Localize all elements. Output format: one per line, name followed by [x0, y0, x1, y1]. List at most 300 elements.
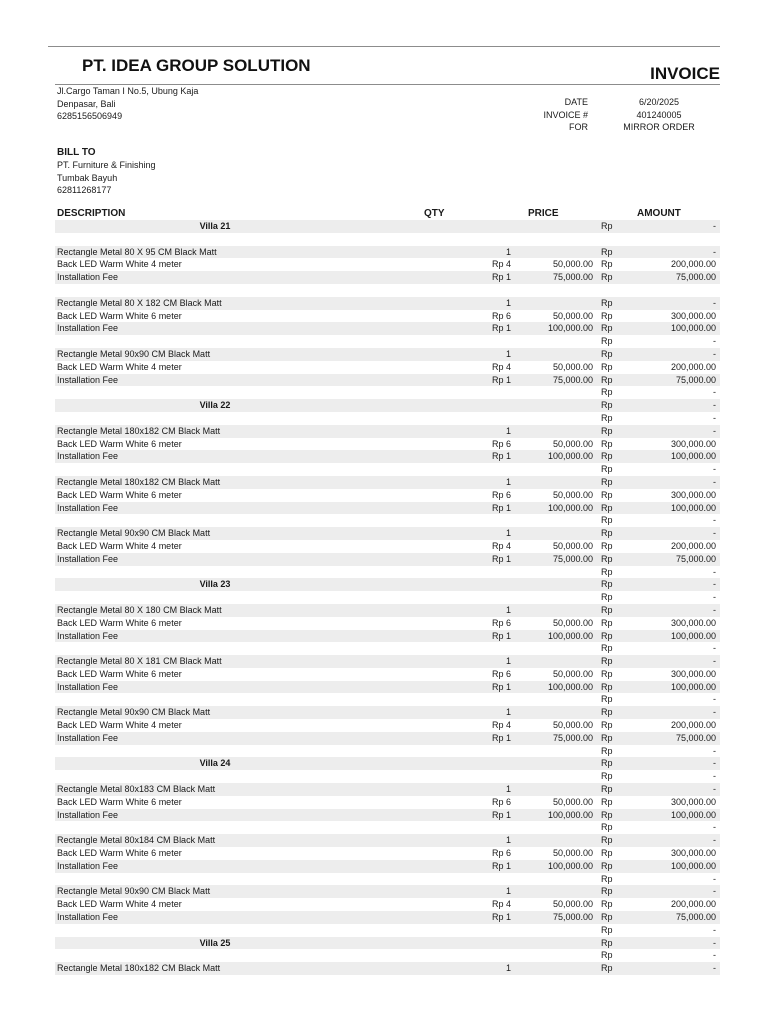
item-qty: 1 — [505, 809, 511, 820]
table-row — [55, 514, 720, 527]
item-amount: - — [713, 835, 716, 846]
bill-to — [57, 146, 156, 197]
item-qty: 4 — [505, 540, 511, 551]
item-description: Installation Fee — [57, 732, 119, 743]
table-row — [55, 425, 720, 438]
item-amount: 75,000.00 — [675, 272, 716, 283]
column-header-qty: QTY — [424, 208, 445, 219]
item-qty: 1 — [505, 707, 511, 718]
amount-currency: Rp — [601, 553, 613, 564]
item-price: 50,000.00 — [552, 796, 593, 807]
table-row — [55, 271, 720, 284]
item-amount: 300,000.00 — [670, 310, 716, 321]
table-row — [55, 911, 720, 924]
item-amount: - — [713, 387, 716, 398]
price-currency: Rp — [492, 848, 504, 859]
item-amount: - — [713, 924, 716, 935]
item-amount: 100,000.00 — [670, 681, 716, 692]
price-currency: Rp — [492, 438, 504, 449]
table-row — [55, 246, 720, 259]
item-description: Rectangle Metal 80x183 CM Black Matt — [57, 784, 216, 795]
item-description: Rectangle Metal 80 X 95 CM Black Matt — [57, 246, 217, 257]
item-qty: 4 — [505, 361, 511, 372]
table-row — [55, 860, 720, 873]
amount-currency: Rp — [601, 796, 613, 807]
table-row — [55, 655, 720, 668]
item-price: 100,000.00 — [547, 860, 593, 871]
price-currency: Rp — [492, 323, 504, 334]
item-description: Rectangle Metal 90x90 CM Black Matt — [57, 348, 211, 359]
amount-currency: Rp — [601, 937, 613, 948]
item-description: Back LED Warm White 6 meter — [57, 310, 182, 321]
item-description: Rectangle Metal 180x182 CM Black Matt — [57, 963, 221, 974]
amount-currency: Rp — [601, 592, 613, 603]
item-description: Installation Fee — [57, 681, 119, 692]
item-amount: - — [713, 784, 716, 795]
table-row — [55, 322, 720, 335]
invoice-number-value: 401240005 — [636, 109, 682, 120]
item-description: Rectangle Metal 90x90 CM Black Matt — [57, 528, 211, 539]
bill-to-phone: 62811268177 — [57, 185, 112, 195]
item-amount: 200,000.00 — [670, 540, 716, 551]
item-price: 50,000.00 — [552, 617, 593, 628]
price-currency: Rp — [492, 809, 504, 820]
amount-currency: Rp — [601, 451, 613, 462]
amount-currency: Rp — [601, 259, 613, 270]
villa-section-row — [55, 220, 720, 233]
item-description: Rectangle Metal 180x182 CM Black Matt — [57, 425, 221, 436]
amount-currency: Rp — [601, 336, 613, 347]
item-amount: 200,000.00 — [670, 259, 716, 270]
table-row — [55, 604, 720, 617]
amount-currency: Rp — [601, 476, 613, 487]
item-price: 75,000.00 — [552, 912, 593, 923]
table-row — [55, 348, 720, 361]
amount-currency: Rp — [601, 899, 613, 910]
table-row — [55, 540, 720, 553]
item-amount: 100,000.00 — [670, 809, 716, 820]
price-currency: Rp — [492, 630, 504, 641]
column-header-description: DESCRIPTION — [57, 208, 126, 219]
bill-to-line: Tumbak Bayuh — [57, 172, 118, 183]
item-amount: - — [713, 425, 716, 436]
table-row — [55, 770, 720, 783]
price-currency: Rp — [492, 681, 504, 692]
amount-currency: Rp — [601, 297, 613, 308]
amount-currency: Rp — [601, 950, 613, 961]
item-amount: - — [713, 771, 716, 782]
amount-currency: Rp — [601, 963, 613, 974]
item-description: Installation Fee — [57, 912, 119, 923]
amount-currency: Rp — [601, 720, 613, 731]
item-price: 50,000.00 — [552, 720, 593, 731]
item-description: Back LED Warm White 4 meter — [57, 361, 182, 372]
item-description: Back LED Warm White 4 meter — [57, 899, 182, 910]
item-description: Installation Fee — [57, 630, 119, 641]
item-amount: - — [713, 656, 716, 667]
price-currency: Rp — [492, 259, 504, 270]
item-amount: - — [713, 400, 716, 411]
item-amount: - — [713, 221, 716, 231]
item-price: 50,000.00 — [552, 438, 593, 449]
table-row — [55, 553, 720, 566]
amount-currency: Rp — [601, 630, 613, 641]
item-amount: - — [713, 246, 716, 257]
item-description: Installation Fee — [57, 374, 119, 385]
amount-currency: Rp — [601, 668, 613, 679]
table-row — [55, 668, 720, 681]
item-amount: - — [713, 336, 716, 347]
item-description: Installation Fee — [57, 860, 119, 871]
table-row — [55, 438, 720, 451]
bill-to-line: PT. Furniture & Finishing — [57, 160, 156, 170]
table-row — [55, 885, 720, 898]
item-amount: 300,000.00 — [670, 438, 716, 449]
table-row — [55, 386, 720, 399]
item-description: Rectangle Metal 80 X 180 CM Black Matt — [57, 604, 222, 615]
item-amount: - — [713, 348, 716, 359]
item-qty: 1 — [505, 553, 511, 564]
item-qty: 1 — [505, 528, 511, 539]
item-description: Installation Fee — [57, 553, 119, 564]
item-amount: - — [713, 592, 716, 603]
amount-currency: Rp — [601, 694, 613, 705]
invoice-number-label: INVOICE # — [543, 109, 588, 120]
for-value: MIRROR ORDER — [623, 122, 695, 132]
item-description: Back LED Warm White 6 meter — [57, 617, 182, 628]
item-description: Rectangle Metal 80x184 CM Black Matt — [57, 835, 216, 846]
price-currency: Rp — [492, 732, 504, 743]
villa-heading: Villa 25 — [199, 937, 231, 948]
amount-currency: Rp — [601, 771, 613, 782]
item-qty: 1 — [505, 272, 511, 283]
table-row — [55, 361, 720, 374]
item-amount: 300,000.00 — [670, 489, 716, 500]
amount-currency: Rp — [601, 502, 613, 513]
item-price: 100,000.00 — [547, 451, 593, 462]
item-amount: 300,000.00 — [670, 668, 716, 679]
table-row — [55, 310, 720, 323]
item-description: Rectangle Metal 90x90 CM Black Matt — [57, 886, 211, 897]
amount-currency: Rp — [601, 528, 613, 539]
item-description: Back LED Warm White 6 meter — [57, 668, 182, 679]
amount-currency: Rp — [601, 822, 613, 833]
item-qty: 1 — [505, 502, 511, 513]
amount-currency: Rp — [601, 515, 613, 526]
company-address — [57, 85, 198, 123]
item-price: 50,000.00 — [552, 310, 593, 321]
amount-currency: Rp — [601, 361, 613, 372]
villa-heading: Villa 22 — [199, 400, 231, 411]
amount-currency: Rp — [601, 374, 613, 385]
item-amount: - — [713, 412, 716, 423]
address-line: Denpasar, Bali — [57, 98, 116, 109]
amount-currency: Rp — [601, 912, 613, 923]
amount-currency: Rp — [601, 348, 613, 359]
item-description: Back LED Warm White 6 meter — [57, 848, 182, 859]
amount-currency: Rp — [601, 707, 613, 718]
table-row — [55, 732, 720, 745]
price-currency: Rp — [492, 502, 504, 513]
item-price: 75,000.00 — [552, 374, 593, 385]
line-items-table — [55, 220, 720, 975]
item-amount: - — [713, 643, 716, 654]
amount-currency: Rp — [601, 323, 613, 334]
item-amount: 300,000.00 — [670, 796, 716, 807]
address-phone: 6285156506949 — [57, 111, 123, 121]
item-qty: 1 — [505, 732, 511, 743]
price-currency: Rp — [492, 540, 504, 551]
date-label: DATE — [564, 97, 588, 107]
table-row — [55, 450, 720, 463]
price-currency: Rp — [492, 796, 504, 807]
item-qty: 1 — [505, 297, 511, 308]
item-description: Installation Fee — [57, 502, 119, 513]
item-qty: 4 — [505, 899, 511, 910]
item-price: 75,000.00 — [552, 553, 593, 564]
villa-section-row — [55, 937, 720, 950]
item-amount: - — [713, 528, 716, 539]
item-description: Rectangle Metal 80 X 182 CM Black Matt — [57, 297, 222, 308]
table-row — [55, 233, 720, 246]
item-qty: 6 — [505, 310, 511, 321]
table-row — [55, 681, 720, 694]
item-qty: 1 — [505, 963, 511, 974]
item-price: 100,000.00 — [547, 502, 593, 513]
table-row — [55, 693, 720, 706]
item-qty: 1 — [505, 604, 511, 615]
amount-currency: Rp — [601, 848, 613, 859]
item-price: 50,000.00 — [552, 668, 593, 679]
item-price: 50,000.00 — [552, 489, 593, 500]
table-row — [55, 591, 720, 604]
item-amount: 75,000.00 — [675, 732, 716, 743]
price-currency: Rp — [492, 899, 504, 910]
price-currency: Rp — [492, 361, 504, 372]
item-price: 100,000.00 — [547, 323, 593, 334]
table-row — [55, 630, 720, 643]
item-qty: 1 — [505, 451, 511, 462]
table-row — [55, 745, 720, 758]
table-row — [55, 566, 720, 579]
item-amount: - — [713, 476, 716, 487]
item-description: Installation Fee — [57, 809, 119, 820]
item-qty: 1 — [505, 860, 511, 871]
table-row — [55, 873, 720, 886]
item-price: 50,000.00 — [552, 899, 593, 910]
item-qty: 1 — [505, 476, 511, 487]
item-qty: 6 — [505, 489, 511, 500]
item-description: Rectangle Metal 80 X 181 CM Black Matt — [57, 656, 222, 667]
table-row — [55, 924, 720, 937]
item-amount: - — [713, 515, 716, 526]
item-price: 75,000.00 — [552, 732, 593, 743]
item-amount: 100,000.00 — [670, 323, 716, 334]
amount-currency: Rp — [601, 886, 613, 897]
item-description: Installation Fee — [57, 451, 119, 462]
amount-currency: Rp — [601, 643, 613, 654]
item-amount: - — [713, 963, 716, 974]
table-row — [55, 489, 720, 502]
amount-currency: Rp — [601, 860, 613, 871]
item-amount: 200,000.00 — [670, 899, 716, 910]
item-qty: 1 — [505, 681, 511, 692]
item-price: 50,000.00 — [552, 848, 593, 859]
item-description: Rectangle Metal 180x182 CM Black Matt — [57, 476, 221, 487]
item-qty: 1 — [505, 246, 511, 257]
price-currency: Rp — [492, 720, 504, 731]
table-row — [55, 898, 720, 911]
table-row — [55, 335, 720, 348]
price-currency: Rp — [492, 668, 504, 679]
item-qty: 1 — [505, 630, 511, 641]
item-amount: 100,000.00 — [670, 860, 716, 871]
table-row — [55, 617, 720, 630]
item-amount: 75,000.00 — [675, 912, 716, 923]
address-line: Jl.Cargo Taman I No.5, Ubung Kaja — [57, 86, 199, 96]
table-row — [55, 834, 720, 847]
item-amount: - — [713, 873, 716, 884]
item-amount: - — [713, 707, 716, 718]
item-qty: 1 — [505, 835, 511, 846]
item-qty: 6 — [505, 668, 511, 679]
item-amount: - — [713, 604, 716, 615]
amount-currency: Rp — [601, 617, 613, 628]
invoice-meta-values — [604, 96, 714, 134]
item-qty: 1 — [505, 784, 511, 795]
amount-currency: Rp — [601, 566, 613, 577]
table-row — [55, 847, 720, 860]
amount-currency: Rp — [601, 835, 613, 846]
item-description: Installation Fee — [57, 323, 119, 334]
table-row — [55, 949, 720, 962]
item-amount: 300,000.00 — [670, 848, 716, 859]
item-price: 100,000.00 — [547, 630, 593, 641]
item-price: 100,000.00 — [547, 681, 593, 692]
table-row — [55, 527, 720, 540]
date-value: 6/20/2025 — [638, 97, 680, 107]
item-amount: - — [713, 579, 716, 590]
table-row — [55, 297, 720, 310]
item-qty: 1 — [505, 656, 511, 667]
top-rule — [48, 46, 720, 47]
villa-heading: Villa 23 — [199, 579, 231, 590]
item-price: 50,000.00 — [552, 361, 593, 372]
villa-heading: Villa 21 — [199, 221, 231, 231]
table-row — [55, 706, 720, 719]
amount-currency: Rp — [601, 809, 613, 820]
item-amount: 300,000.00 — [670, 617, 716, 628]
table-row — [55, 502, 720, 515]
amount-currency: Rp — [601, 310, 613, 321]
amount-currency: Rp — [601, 758, 613, 769]
table-row — [55, 258, 720, 271]
item-amount: - — [713, 464, 716, 475]
company-name: PT. IDEA GROUP SOLUTION — [82, 56, 311, 75]
amount-currency: Rp — [601, 732, 613, 743]
item-amount: 200,000.00 — [670, 361, 716, 372]
item-description: Back LED Warm White 4 meter — [57, 720, 182, 731]
item-price: 75,000.00 — [552, 272, 593, 283]
item-description: Back LED Warm White 6 meter — [57, 796, 182, 807]
item-amount: - — [713, 758, 716, 769]
table-row — [55, 476, 720, 489]
table-row — [55, 284, 720, 297]
item-description: Back LED Warm White 6 meter — [57, 438, 182, 449]
item-description: Rectangle Metal 90x90 CM Black Matt — [57, 707, 211, 718]
amount-currency: Rp — [601, 681, 613, 692]
villa-heading: Villa 24 — [199, 758, 231, 769]
amount-currency: Rp — [601, 387, 613, 398]
item-description: Back LED Warm White 4 meter — [57, 259, 182, 270]
item-description: Installation Fee — [57, 272, 119, 283]
price-currency: Rp — [492, 617, 504, 628]
amount-currency: Rp — [601, 464, 613, 475]
amount-currency: Rp — [601, 540, 613, 551]
amount-currency: Rp — [601, 221, 613, 231]
price-currency: Rp — [492, 451, 504, 462]
amount-currency: Rp — [601, 924, 613, 935]
table-row — [55, 463, 720, 476]
table-row — [55, 642, 720, 655]
amount-currency: Rp — [601, 438, 613, 449]
amount-currency: Rp — [601, 489, 613, 500]
table-row — [55, 374, 720, 387]
item-description: Back LED Warm White 6 meter — [57, 489, 182, 500]
price-currency: Rp — [492, 489, 504, 500]
item-qty: 6 — [505, 438, 511, 449]
item-price: 100,000.00 — [547, 809, 593, 820]
villa-section-row — [55, 578, 720, 591]
table-row — [55, 783, 720, 796]
item-amount: - — [713, 745, 716, 756]
amount-currency: Rp — [601, 272, 613, 283]
villa-section-row — [55, 399, 720, 412]
table-row — [55, 962, 720, 975]
table-row — [55, 809, 720, 822]
column-header-amount: AMOUNT — [637, 208, 681, 219]
amount-currency: Rp — [601, 873, 613, 884]
item-amount: 200,000.00 — [670, 720, 716, 731]
item-amount: - — [713, 950, 716, 961]
item-amount: 100,000.00 — [670, 451, 716, 462]
price-currency: Rp — [492, 912, 504, 923]
item-qty: 1 — [505, 323, 511, 334]
table-row — [55, 796, 720, 809]
item-amount: - — [713, 694, 716, 705]
item-qty: 1 — [505, 912, 511, 923]
item-qty: 6 — [505, 617, 511, 628]
amount-currency: Rp — [601, 579, 613, 590]
amount-currency: Rp — [601, 425, 613, 436]
villa-section-row — [55, 757, 720, 770]
item-amount: - — [713, 822, 716, 833]
amount-currency: Rp — [601, 246, 613, 257]
item-qty: 1 — [505, 374, 511, 385]
item-qty: 4 — [505, 720, 511, 731]
amount-currency: Rp — [601, 400, 613, 411]
price-currency: Rp — [492, 310, 504, 321]
invoice-meta-labels — [500, 96, 588, 134]
item-price: 50,000.00 — [552, 540, 593, 551]
item-amount: 75,000.00 — [675, 553, 716, 564]
item-amount: - — [713, 886, 716, 897]
item-qty: 6 — [505, 796, 511, 807]
item-qty: 6 — [505, 848, 511, 859]
table-row — [55, 719, 720, 732]
price-currency: Rp — [492, 553, 504, 564]
item-qty: 1 — [505, 425, 511, 436]
